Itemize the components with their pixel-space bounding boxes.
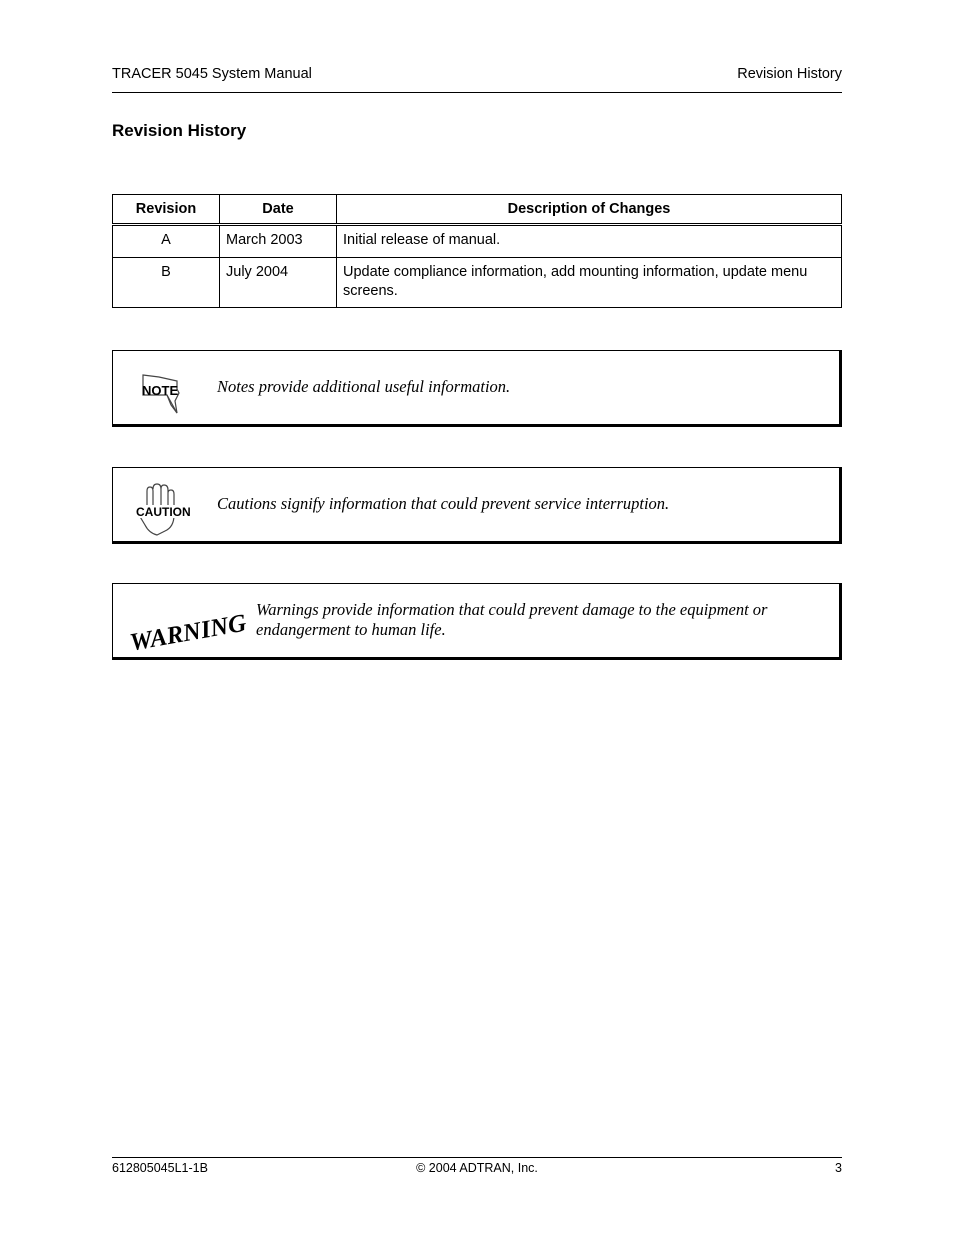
caution-icon [133,481,191,542]
copyright: © 2004 ADTRAN, Inc. [416,1161,538,1175]
column-header-date: Date [220,195,337,225]
table-header-row [113,195,842,225]
date-cell: July 2004 [220,258,337,308]
page-title: Revision History [112,121,247,140]
table-row [113,258,842,308]
description-cell: Update compliance information, add mounting information, update menu screens. [337,258,842,308]
revision-table [112,194,842,308]
warning-text: Warnings provide information that could prevent damage to the equipment or endangerment to human life. [256,600,768,639]
caution-text: Cautions signify information that could prevent service interruption. [217,494,670,513]
note-box [112,350,842,427]
table-row [113,225,842,258]
column-header-revision: Revision [113,195,220,225]
column-header-description: Description of Changes [337,195,842,225]
caution-icon-label: CAUTION [136,505,191,519]
page-footer [112,1157,842,1175]
revision-cell: A [113,225,220,258]
header-section-name: Revision History [737,66,842,82]
date-cell: March 2003 [220,225,337,258]
revision-cell: B [113,258,220,308]
page-header [112,66,842,93]
document-number: 612805045L1-1B [112,1161,208,1175]
note-icon [137,369,183,420]
warning-icon [125,602,249,657]
warning-icon-label: WARNING [127,609,249,657]
page-number: 3 [835,1161,842,1175]
warning-box [112,583,842,660]
header-manual-title: TRACER 5045 System Manual [112,66,312,82]
description-cell: Initial release of manual. [337,225,842,258]
note-icon-label: NOTE [142,383,179,398]
caution-box [112,467,842,544]
note-text: Notes provide additional useful information. [217,377,511,396]
